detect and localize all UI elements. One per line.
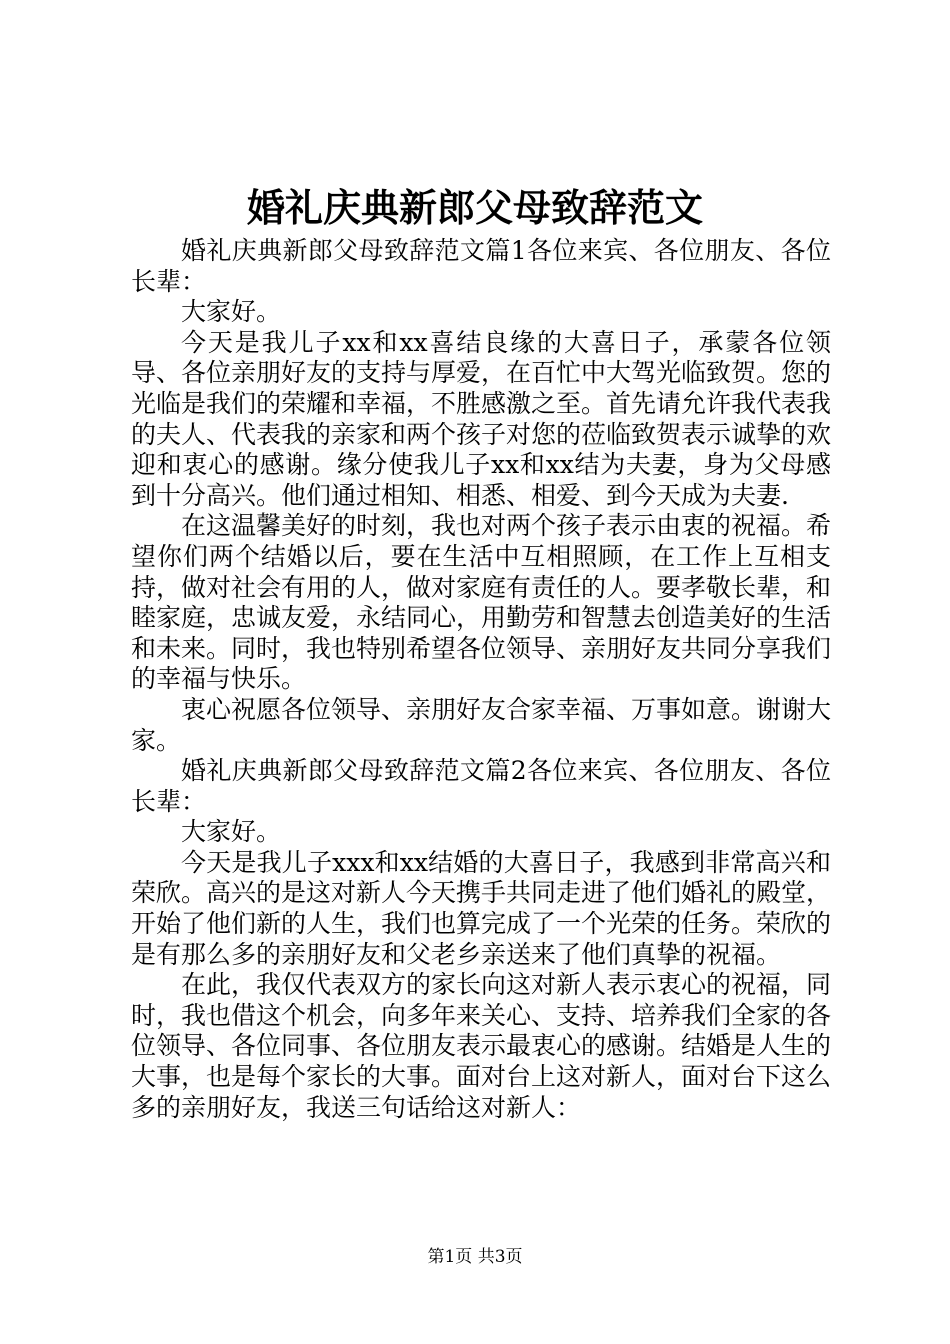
document-title: 婚礼庆典新郎父母致辞范文 [246,185,703,230]
document-body [131,236,831,1123]
paragraph: 今天是我儿子xx和xx喜结良缘的大喜日子，承蒙各位领导、各位亲朋好友的支持与厚爱，在百忙中大驾光临致贺。您的光临是我们的荣耀和幸福，不胜感激之至。首先请允许我代表我的夫人、代表我的亲家和两个孩子对您的莅临致贺表示诚挚的欢迎和衷心的感谢。缘分使我儿子xx和xx结为夫妻，身为父母感到十分高兴。他们通过相知、相悉、相爱、到今天成为夫妻. [131,327,832,510]
page-footer: 第1页 共3页 [427,1247,523,1267]
paragraph: 在这温馨美好的时刻，我也对两个孩子表示由衷的祝福。希望你们两个结婚以后，要在生活中互相照顾，在工作上互相支持，做对社会有用的人，做对家庭有责任的人。要孝敬长辈，和睦家庭，忠诚友爱，永结同心，用勤劳和智慧去创造美好的生活和未来。同时，我也特别希望各位领导、亲朋好友共同分享我们的幸福与快乐。 [131,511,832,694]
paragraph: 今天是我儿子xxx和xx结婚的大喜日子，我感到非常高兴和荣欣。高兴的是这对新人今天携手共同走进了他们婚礼的殿堂，开始了他们新的人生，我们也算完成了一个光荣的任务。荣欣的是有那么多的亲朋好友和父老乡亲送来了他们真挚的祝福。 [131,847,832,969]
paragraph: 婚礼庆典新郎父母致辞范文篇2各位来宾、各位朋友、各位长辈： [131,756,831,816]
paragraph: 在此，我仅代表双方的家长向这对新人表示衷心的祝福，同时，我也借这个机会，向多年来关心、支持、培养我们全家的各位领导、各位同事、各位朋友表示最衷心的感谢。结婚是人生的大事，也是每个家长的大事。面对台上这对新人，面对台下这么多的亲朋好友，我送三句话给这对新人： [131,970,832,1122]
paragraph: 大家好。 [181,297,282,327]
paragraph: 婚礼庆典新郎父母致辞范文篇1各位来宾、各位朋友、各位长辈： [131,236,831,296]
paragraph: 衷心祝愿各位领导、亲朋好友合家幸福、万事如意。谢谢大家。 [131,694,832,755]
paragraph: 大家好。 [181,817,282,847]
